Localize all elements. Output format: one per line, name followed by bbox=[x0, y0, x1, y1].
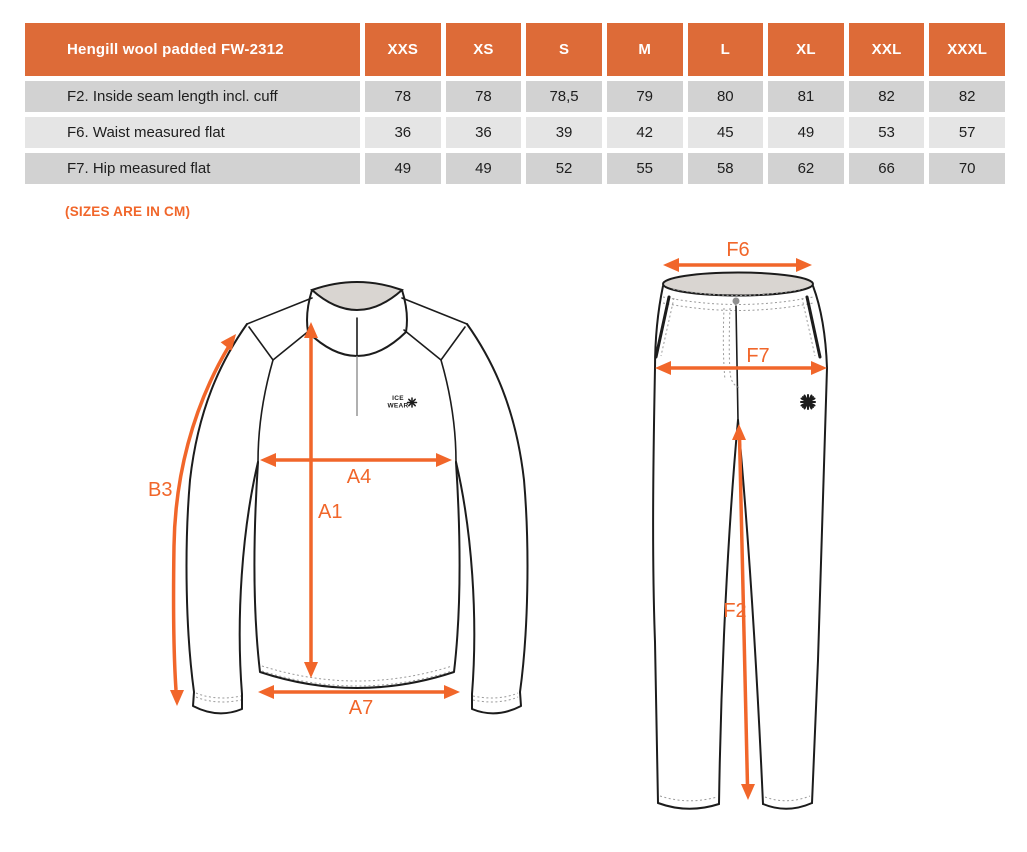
value-cell: 62 bbox=[768, 153, 844, 184]
snowflake-icon bbox=[408, 398, 417, 407]
value-cell: 70 bbox=[929, 153, 1005, 184]
sweater-left-sleeve bbox=[187, 324, 258, 713]
pants-fly-stitch bbox=[723, 308, 741, 388]
snowflake-icon bbox=[801, 395, 815, 409]
f7-measurement-arrow bbox=[655, 361, 827, 375]
value-cell: 39 bbox=[526, 117, 602, 148]
size-header-xs: XS bbox=[446, 23, 522, 76]
value-cell: 36 bbox=[365, 117, 441, 148]
value-cell: 80 bbox=[688, 81, 764, 112]
size-header-xxs: XXS bbox=[365, 23, 441, 76]
a4-measurement-arrow bbox=[260, 453, 452, 467]
size-header-m: M bbox=[607, 23, 683, 76]
value-cell: 42 bbox=[607, 117, 683, 148]
pants-outline bbox=[653, 286, 827, 809]
value-cell: 79 bbox=[607, 81, 683, 112]
value-cell: 78 bbox=[365, 81, 441, 112]
value-cell: 58 bbox=[688, 153, 764, 184]
value-cell: 82 bbox=[849, 81, 925, 112]
value-cell: 49 bbox=[446, 153, 522, 184]
product-header: Hengill wool padded FW-2312 bbox=[25, 23, 360, 76]
value-cell: 55 bbox=[607, 153, 683, 184]
size-header-xxl: XXL bbox=[849, 23, 925, 76]
row-label-f7: F7. Hip measured flat bbox=[25, 153, 360, 184]
size-header-l: L bbox=[688, 23, 764, 76]
pants-pockets bbox=[656, 297, 820, 357]
value-cell: 45 bbox=[688, 117, 764, 148]
row-label-f2: F2. Inside seam length incl. cuff bbox=[25, 81, 360, 112]
a1-label: A1 bbox=[318, 501, 343, 523]
size-header-xl: XL bbox=[768, 23, 844, 76]
pants-waist bbox=[663, 273, 813, 311]
sweater-right-sleeve bbox=[456, 324, 527, 713]
value-cell: 78 bbox=[446, 81, 522, 112]
b3-label: B3 bbox=[148, 479, 173, 501]
b3-measurement-arrow bbox=[170, 330, 242, 706]
size-header-xxxl: XXXL bbox=[929, 23, 1005, 76]
sweater-diagram bbox=[140, 268, 570, 730]
value-cell: 52 bbox=[526, 153, 602, 184]
value-cell: 36 bbox=[446, 117, 522, 148]
size-table bbox=[25, 23, 1005, 184]
value-cell: 49 bbox=[768, 117, 844, 148]
value-cell: 82 bbox=[929, 81, 1005, 112]
a7-label: A7 bbox=[348, 697, 374, 719]
waist-button bbox=[733, 298, 740, 305]
f2-label: F2 bbox=[723, 600, 747, 622]
value-cell: 53 bbox=[849, 117, 925, 148]
sizes-unit-note: (SIZES ARE IN CM) bbox=[65, 204, 191, 219]
a1-measurement-arrow bbox=[304, 322, 318, 678]
f7-label: F7 bbox=[746, 345, 770, 367]
f6-label: F6 bbox=[726, 240, 750, 261]
a4-label: A4 bbox=[346, 466, 372, 488]
pants-diagram bbox=[625, 240, 840, 830]
value-cell: 78,5 bbox=[526, 81, 602, 112]
value-cell: 81 bbox=[768, 81, 844, 112]
brand-logo bbox=[387, 395, 416, 410]
value-cell: 49 bbox=[365, 153, 441, 184]
value-cell: 66 bbox=[849, 153, 925, 184]
logo-text-bottom: WEAR bbox=[387, 402, 409, 410]
sweater-body bbox=[255, 462, 460, 688]
logo-text-top: ICE bbox=[392, 395, 404, 402]
value-cell: 57 bbox=[929, 117, 1005, 148]
row-label-f6: F6. Waist measured flat bbox=[25, 117, 360, 148]
size-header-s: S bbox=[526, 23, 602, 76]
